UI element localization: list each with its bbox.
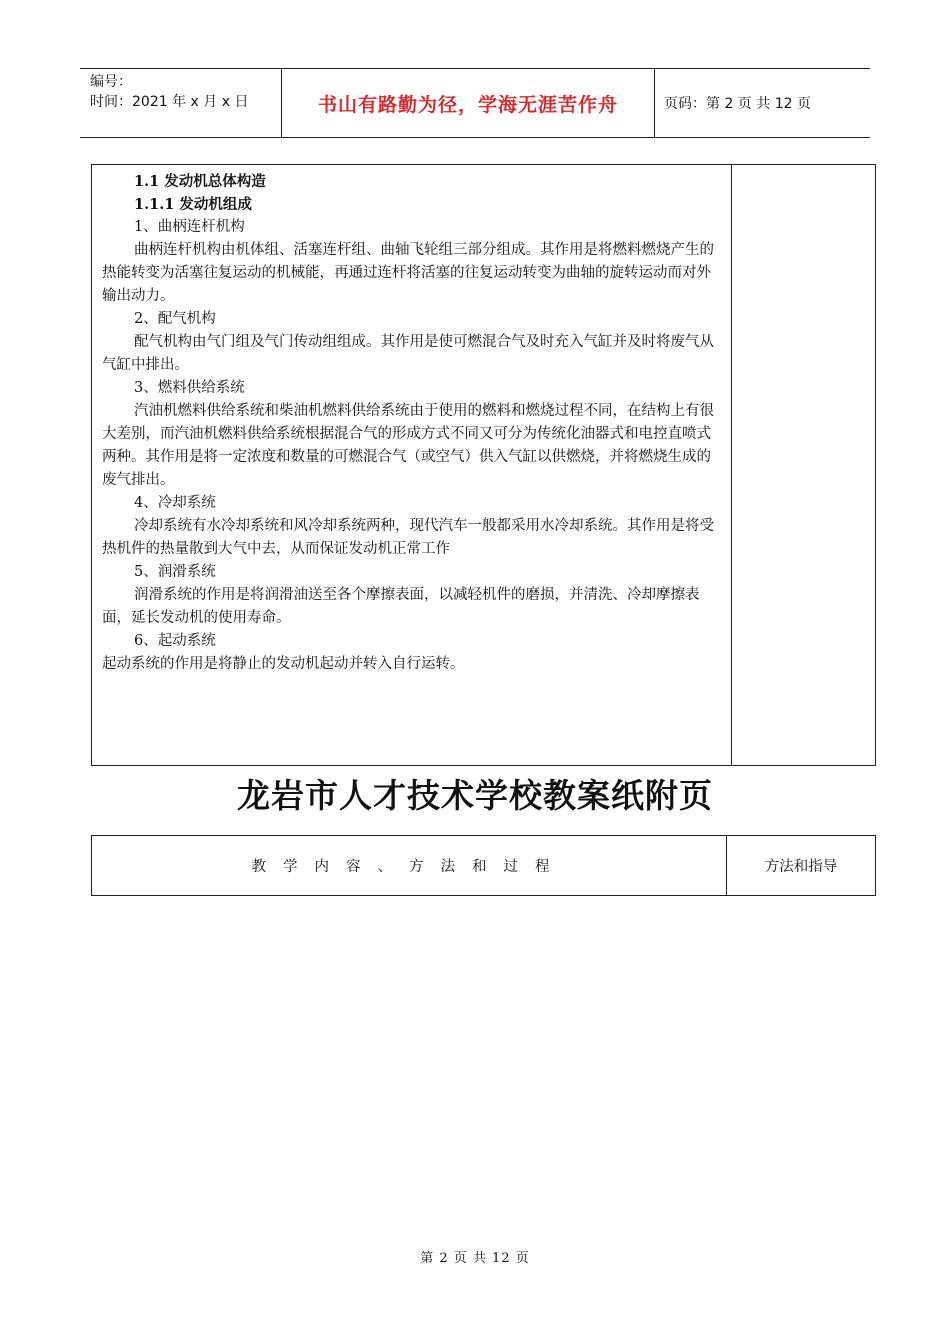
item-heading: 5、润滑系统: [134, 564, 216, 580]
item-text: 配气机构由气门组及气门传动组组成。其作用是使可燃混合气及时充入气缸并及时将废气从气缸中排出。: [102, 334, 714, 373]
column-divider: [731, 165, 732, 765]
lesson-table: [91, 164, 876, 766]
method-column-header: 方法和指导: [764, 859, 838, 875]
subsection-title: 1.1.1 发动机组成: [134, 196, 252, 213]
page-footer: 第 2 页 共 12 页: [420, 1251, 530, 1266]
item-heading: 2、配气机构: [134, 311, 216, 327]
appendix-table-header: [91, 835, 876, 896]
item-text: 冷却系统有水冷却系统和风冷却系统两种，现代汽车一般都采用水冷却系统。其作用是将受热机件的热量散到大气中去，从而保证发动机正常工作: [102, 518, 714, 557]
item-text: 起动系统的作用是将静止的发动机起动并转入自行运转。: [102, 656, 465, 672]
item-heading: 4、冷却系统: [134, 495, 216, 511]
section-title: 1.1 发动机总体构造: [134, 173, 266, 190]
motto: 书山有路勤为径，学海无涯苦作舟: [281, 69, 655, 137]
item-text: 润滑系统的作用是将润滑油送至各个摩擦表面，以减轻机件的磨损，并清洗、冷却摩擦表面，延长发动机的使用寿命。: [102, 587, 700, 626]
item-text: 曲柄连杆机构由机体组、活塞连杆组、曲轴飞轮组三部分组成。其作用是将燃料燃烧产生的热能转变为活塞往复运动的机械能，再通过连杆将活塞的往复运动转变为曲轴的旋转运动而对外输出动力。: [102, 242, 714, 304]
header-meta: [80, 69, 280, 137]
serial-label: 编号：: [90, 74, 132, 90]
item-heading: 6、起动系统: [134, 633, 216, 649]
item-heading: 1、曲柄连杆机构: [134, 219, 245, 235]
content-column-header: 教学内容、方法和过程: [92, 836, 727, 895]
item-heading: 3、燃料供给系统: [134, 380, 245, 396]
page-info: 页码：第 2 页 共 12 页: [664, 96, 811, 112]
time-label: 时间：2021 年 x 月 x 日: [90, 94, 249, 110]
page-header: [80, 68, 870, 138]
lesson-content: [102, 170, 722, 676]
appendix-title: 龙岩市人才技术学校教案纸附页: [237, 776, 713, 815]
item-text: 汽油机燃料供给系统和柴油机燃料供给系统由于使用的燃料和燃烧过程不同，在结构上有很大差别，而汽油机燃料供给系统根据混合气的形成方式不同又可分为传统化油器式和电控直喷式两种。其作用是将一定浓度和数量的可燃混合气（或空气）供入气缸以供燃烧，并将燃烧生成的废气排出。: [102, 403, 714, 488]
